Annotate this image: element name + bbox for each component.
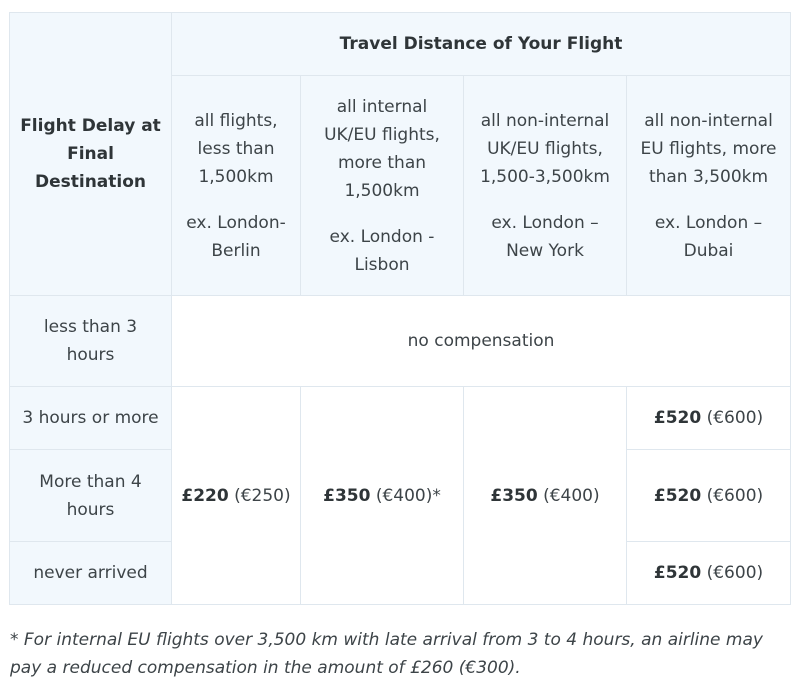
compensation-table [9,12,791,605]
amount-gbp: £350 [490,485,538,506]
route-example: ex. London – New York [491,212,599,261]
amount-eur: (€250) [234,485,291,506]
delay-label: More than 4 hours [10,450,172,542]
delay-label: never arrived [10,542,172,605]
route-example: ex. London - Lisbon [329,226,435,275]
distance-column-header-3 [464,76,627,296]
table-row [10,296,791,387]
compensation-amount-cell [172,387,301,605]
compensation-amount-cell [627,387,791,450]
distance-description: all non-internal EU flights, more than 3,500km [640,110,777,187]
delay-label: 3 hours or more [10,387,172,450]
amount-eur: (€400)* [375,485,441,506]
distance-column-header-4 [627,76,791,296]
amount-eur: (€400) [543,485,600,506]
amount-gbp: £350 [323,485,371,506]
amount-gbp: £520 [653,563,702,583]
compensation-amount-cell [301,387,464,605]
table-row [10,387,791,450]
compensation-amount-cell [464,387,627,605]
amount-eur: (€600) [706,485,764,506]
column-group-title: Travel Distance of Your Flight [172,13,791,76]
distance-description: all non-internal UK/EU flights, 1,500-3,500km [480,110,610,187]
distance-column-header-1 [172,76,301,296]
footnote: * For internal EU flights over 3,500 km with late arrival from 3 to 4 hours, an airline may pay a reduced compensation in the amount of £260 (€300). [10,630,763,678]
distance-description: all internal UK/EU flights, more than 1,500km [324,96,440,201]
compensation-amount-cell [627,450,791,542]
delay-label: less than 3 hours [10,296,172,387]
distance-column-header-2 [301,76,464,296]
amount-gbp: £520 [653,408,702,428]
amount-eur: (€600) [706,408,764,428]
distance-description: all flights, less than 1,500km [194,110,278,187]
compensation-amount-cell [627,542,791,605]
amount-gbp: £220 [181,485,229,506]
row-header-title: Flight Delay at Final Destination [10,13,172,296]
route-example: ex. London-Berlin [186,212,286,261]
no-compensation-cell: no compensation [172,296,791,387]
amount-gbp: £520 [653,485,702,506]
route-example: ex. London – Dubai [654,212,763,261]
amount-eur: (€600) [706,563,764,583]
table-header-row [10,13,791,76]
